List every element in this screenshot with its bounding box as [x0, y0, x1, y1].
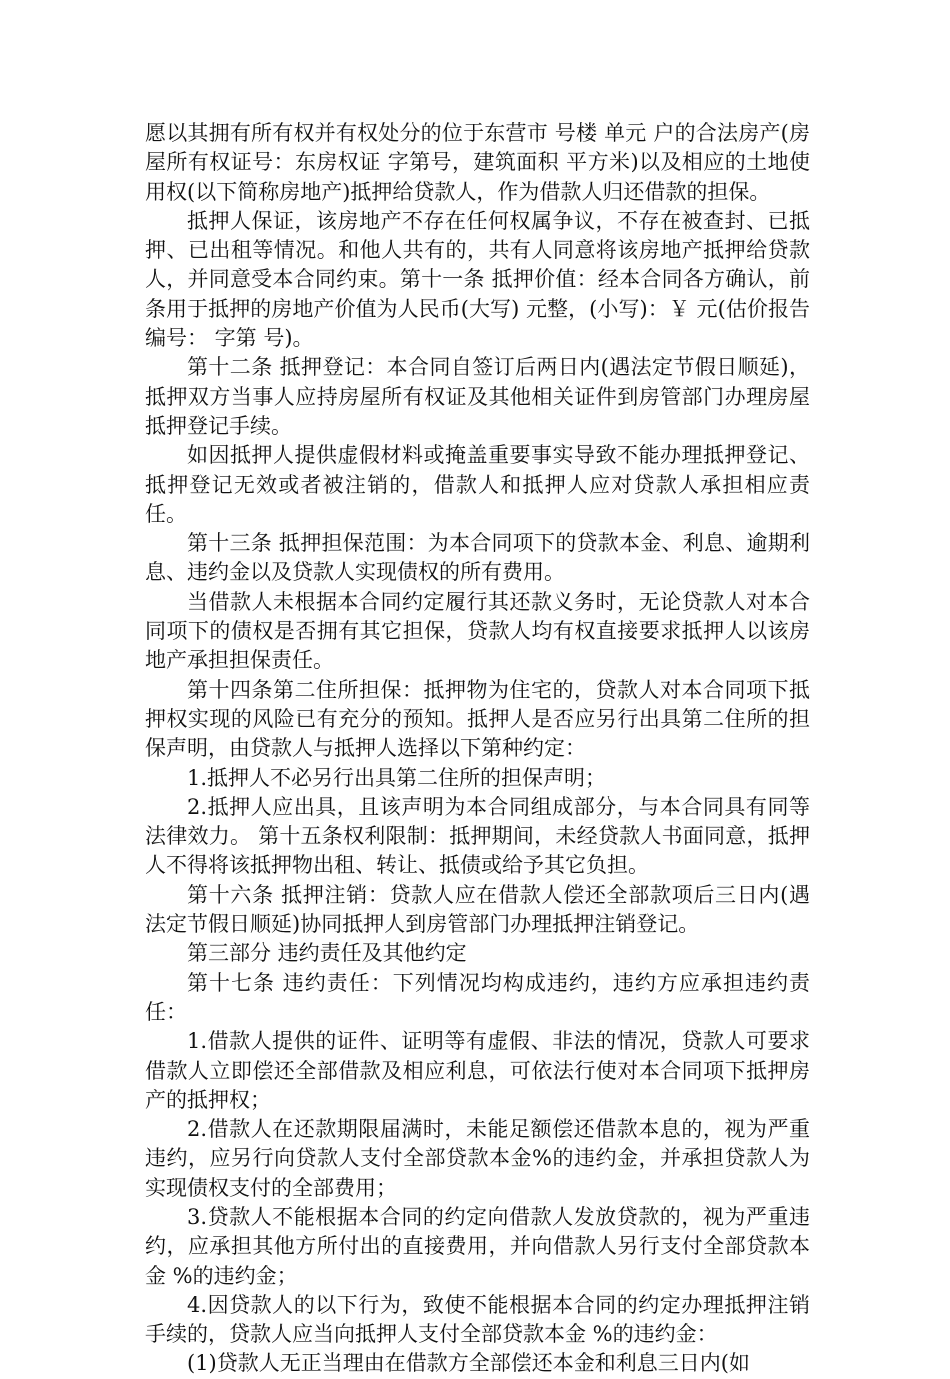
paragraph: 第十七条 违约责任：下列情况均构成违约，违约方应承担违约责任：: [145, 970, 810, 1024]
section-heading: 第三部分 违约责任及其他约定: [187, 941, 467, 966]
list-item: (1)贷款人无正当理由在借款方全部偿还本金和利息三日内(如: [187, 1351, 750, 1376]
list-item: 4.因贷款人的以下行为，致使不能根据本合同的约定办理抵押注销手续的，贷款人应当向抵押人支付全部贷款本金 %的违约金：: [145, 1292, 810, 1347]
paragraph: 愿以其拥有所有权并有权处分的位于东营市 号楼 单元 户的合法房产(房屋所有权证号：东房权证 字第号，建筑面积 平方米)以及相应的土地使用权(以下简称房地产)抵押给贷款人，作为借款人归还借款的担保。: [145, 121, 810, 204]
paragraph: 抵押人保证，该房地产不存在任何权属争议，不存在被查封、已抵押、已出租等情况。和他人共有的，共有人同意将该房地产抵押给贷款人，并同意受本合同约束。第十一条 抵押价值：经本合同各方确认，前条用于抵押的房地产价值为人民币(大写) 元整，(小写)：￥ 元(估价报告编号： 字第 号)。: [145, 208, 810, 351]
list-item: 1.抵押人不必另行出具第二住所的担保声明；: [187, 765, 607, 790]
paragraph: 第十六条 抵押注销：贷款人应在借款人偿还全部款项后三日内(遇法定节假日顺延)协同抵押人到房管部门办理抵押注销登记。: [145, 882, 810, 937]
list-item: 2.借款人在还款期限届满时，未能足额偿还借款本息的，视为严重违约，应另行向贷款人支付全部贷款本金%的违约金，并承担贷款人为实现债权支付的全部费用；: [145, 1117, 810, 1200]
list-item: 2.抵押人应出具，且该声明为本合同组成部分，与本合同具有同等法律效力。 第十五条权利限制：抵押期间，未经贷款人书面同意，抵押人不得将该抵押物出租、转让、抵债或给予其它负担。: [145, 794, 810, 878]
paragraph: 第十二条 抵押登记：本合同自签订后两日内(遇法定节假日顺延)，抵押双方当事人应持房屋所有权证及其他相关证件到房管部门办理房屋抵押登记手续。: [145, 355, 810, 438]
paragraph: 如因抵押人提供虚假材料或掩盖重要事实导致不能办理抵押登记、抵押登记无效或者被注销的，借款人和抵押人应对贷款人承担相应责任。: [145, 443, 810, 526]
list-item: 3.贷款人不能根据本合同的约定向借款人发放贷款的，视为严重违约，应承担其他方所付出的直接费用，并向借款人另行支付全部贷款本金 %的违约金；: [145, 1204, 810, 1288]
contract-body: [145, 119, 810, 1379]
list-item: 1.借款人提供的证件、证明等有虚假、非法的情况，贷款人可要求借款人立即偿还全部借款及相应利息，可依法行使对本合同项下抵押房产的抵押权；: [145, 1029, 810, 1112]
paragraph: 第十四条第二住所担保：抵押物为住宅的，贷款人对本合同项下抵押权实现的风险已有充分的预知。抵押人是否应另行出具第二住所的担保声明，由贷款人与抵押人选择以下第种约定：: [145, 677, 810, 761]
paragraph: 第十三条 抵押担保范围：为本合同项下的贷款本金、利息、逾期利息、违约金以及贷款人实现债权的所有费用。: [145, 531, 810, 585]
paragraph: 当借款人未根据本合同约定履行其还款义务时，无论贷款人对本合同项下的债权是否拥有其它担保，贷款人均有权直接要求抵押人以该房地产承担担保责任。: [145, 589, 810, 673]
